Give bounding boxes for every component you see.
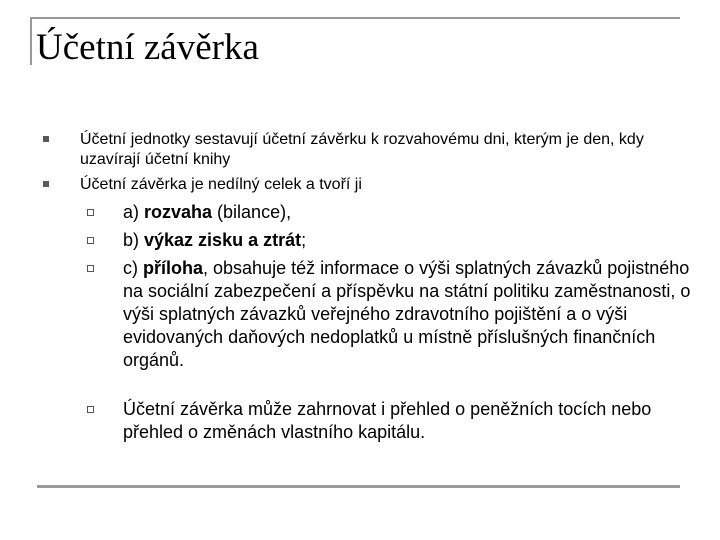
hollow-square-bullet-icon bbox=[87, 265, 94, 272]
hollow-square-bullet-icon bbox=[87, 237, 94, 244]
subbullet-rest: (bilance), bbox=[212, 202, 292, 222]
subbullet-prefix: b) bbox=[123, 230, 145, 250]
bullet-text: Účetní jednotky sestavují účetní závěrku k rozvahovému dni, kterým je den, kdy uzavírají účetní knihy bbox=[80, 131, 644, 168]
bullet-text: Účetní závěrka je nedílný celek a tvoří ji bbox=[80, 176, 362, 193]
footer-rule bbox=[37, 485, 680, 488]
hollow-square-bullet-icon bbox=[87, 406, 94, 413]
subbullet-prefix: a) bbox=[123, 202, 145, 222]
square-bullet-icon bbox=[43, 181, 49, 187]
square-bullet-icon bbox=[43, 136, 49, 142]
subbullet-rest: , obsahuje též informace o výši splatných závazků pojistného na sociální zabezpečení a příspěvku na státní politiku zaměstnanosti, o výši splatných závazků veřejného zdravotního pojištění a o výši evidovaných daňových nedoplatků u místně příslušných finančních orgánů. bbox=[123, 258, 691, 370]
subbullet-item-2 bbox=[123, 229, 693, 252]
subbullet-prefix: c) bbox=[123, 258, 143, 278]
slide-title: Účetní závěrka bbox=[36, 27, 259, 68]
subbullet-bold-term: příloha bbox=[143, 258, 204, 278]
subbullet-text: Účetní závěrka může zahrnovat i přehled o peněžních tocích nebo přehled o změnách vlastního kapitálu. bbox=[123, 399, 652, 442]
subbullet-item-3 bbox=[123, 257, 693, 372]
bullet-item-2 bbox=[80, 175, 700, 195]
subbullet-item-4 bbox=[123, 398, 693, 444]
bullet-item-1 bbox=[80, 130, 700, 170]
hollow-square-bullet-icon bbox=[87, 209, 94, 216]
subbullet-rest: ; bbox=[301, 230, 307, 250]
subbullet-item-1 bbox=[123, 201, 693, 224]
subbullet-bold-term: rozvaha bbox=[144, 202, 213, 222]
subbullet-bold-term: výkaz zisku a ztrát bbox=[144, 230, 302, 250]
